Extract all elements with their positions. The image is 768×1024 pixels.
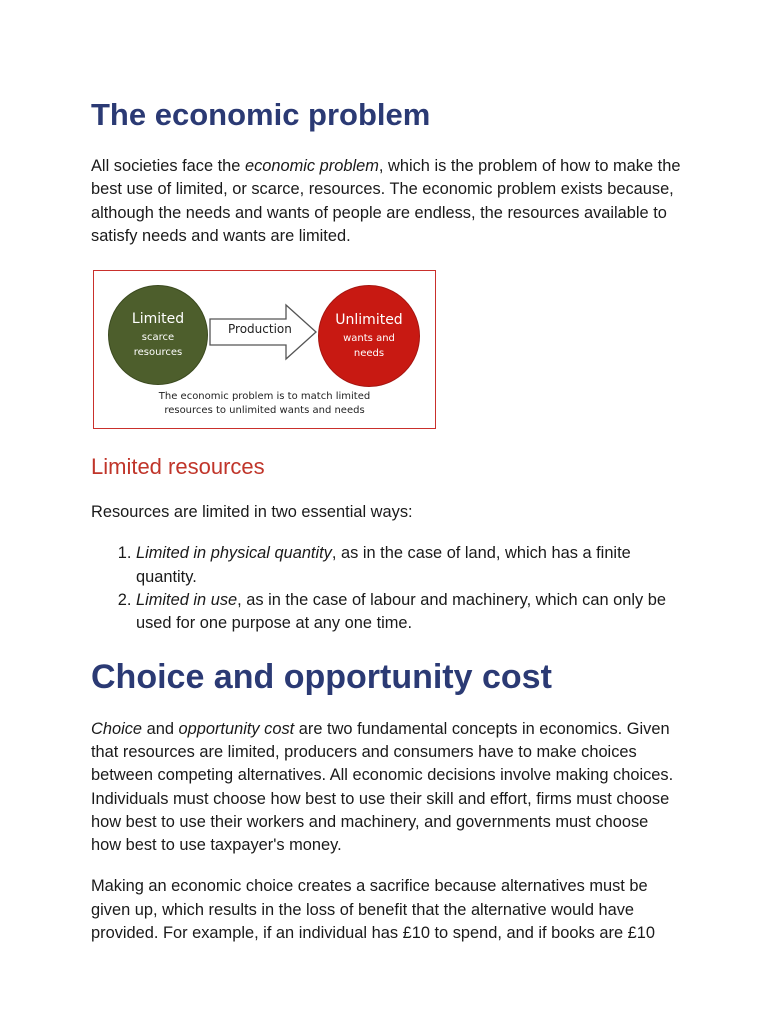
way-1-emphasis: Limited in physical quantity — [136, 544, 332, 563]
choice-paragraph — [91, 718, 681, 858]
intro-emphasis: economic problem — [244, 157, 379, 175]
unlimited-sub2: needs — [353, 347, 385, 359]
heading-economic-problem: The economic problem — [91, 97, 431, 132]
limited-title: Limited — [131, 310, 185, 327]
limited-sub1: scarce — [141, 331, 175, 343]
choice-emphasis: Choice — [91, 719, 143, 738]
heading-limited-resources: Limited resources — [91, 454, 265, 480]
intro-text-start: All societies face the — [91, 157, 245, 175]
list-item — [136, 542, 681, 589]
intro-paragraph — [91, 155, 681, 248]
unlimited-wants-circle — [318, 285, 420, 387]
way-2-text: , as in the case of labour and machinery, which can only be used for one purpose at any one time. — [136, 591, 666, 633]
limited-resources-circle — [108, 285, 208, 385]
way-1-text: , as in the case of land, which has a finite quantity. — [136, 544, 631, 586]
document-content — [91, 96, 681, 945]
choice-text: are two fundamental concepts in economics. Given that resources are limited, producers and consumers have to make choices between competing alternatives. All economic decisions involve making choices. Individuals must choose how best to use their skill and effort, firms must choose how best to use their workers and machinery, and governments must choose how best to use taxpayer's money. — [91, 719, 674, 855]
resources-intro: Resources are limited in two essential ways: — [91, 503, 413, 522]
choice-and: and — [142, 719, 179, 738]
diagram-caption — [94, 390, 435, 418]
opportunity-cost-emphasis: opportunity cost — [178, 719, 295, 738]
limited-sub2: resources — [133, 346, 183, 358]
unlimited-title: Unlimited — [335, 311, 403, 328]
production-label: Production — [228, 322, 292, 337]
unlimited-sub1: wants and — [343, 332, 395, 344]
list-item — [136, 589, 681, 636]
caption-line-1: The economic problem is to match limited — [158, 391, 371, 403]
economic-problem-diagram — [93, 270, 436, 429]
way-2-emphasis: Limited in use — [136, 591, 238, 610]
heading-choice-opportunity-cost: Choice and opportunity cost — [91, 657, 552, 696]
making-choice-paragraph: Making an economic choice creates a sacrifice because alternatives must be given up, which results in the loss of benefit that the alternative would have provided. For example, if an individual has £10 to spend, and if books are £10 — [91, 877, 656, 943]
intro-text-end: , which is the problem of how to make the best use of limited, or scarce, resources. The economic problem exists because, although the needs and wants of people are endless, the resources available to satisfy needs and wants are limited. — [91, 157, 681, 245]
limited-ways-list — [91, 542, 681, 635]
caption-line-2: resources to unlimited wants and needs — [164, 405, 365, 417]
